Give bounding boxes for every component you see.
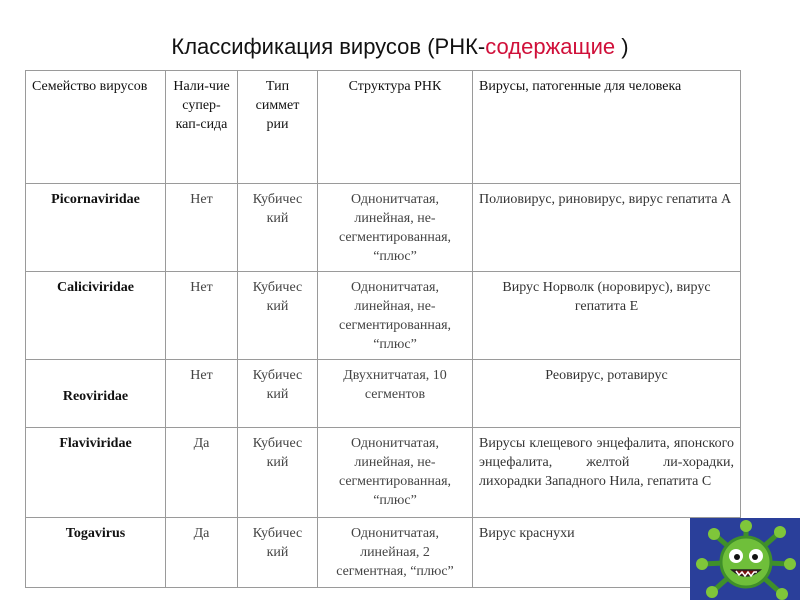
header-rna-structure: Структура РНК — [318, 71, 473, 184]
symmetry-cell: Кубичес кий — [238, 184, 318, 272]
supercapsid-cell: Нет — [166, 360, 238, 428]
supercapsid-cell: Нет — [166, 272, 238, 360]
pathogenic-viruses-cell: Реовирус, ротавирус — [473, 360, 741, 428]
rna-structure-cell: Однонитчатая, линейная, не-сегментированная, “плюс” — [318, 428, 473, 518]
page-title — [0, 34, 800, 60]
rna-structure-cell: Двухнитчатая, 10 сегментов — [318, 360, 473, 428]
rna-structure-cell: Однонитчатая, линейная, 2 сегментная, “плюс” — [318, 518, 473, 588]
supercapsid-cell: Нет — [166, 184, 238, 272]
table-row — [26, 518, 741, 588]
header-supercapsid: Нали-чие супер-кап-сида — [166, 71, 238, 184]
pathogenic-viruses-cell: Вирусы клещевого энцефалита, японского энцефалита, желтой ли-хорадки, лихорадки Западного Нила, гепатита С — [473, 428, 741, 518]
table-row — [26, 360, 741, 428]
table-row — [26, 184, 741, 272]
table-row — [26, 428, 741, 518]
rna-structure-cell: Однонитчатая, линейная, не-сегментированная, “плюс” — [318, 184, 473, 272]
family-cell: Picornaviridae — [26, 184, 166, 272]
family-cell: Flaviviridae — [26, 428, 166, 518]
symmetry-cell: Кубичес кий — [238, 272, 318, 360]
family-cell: Reoviridae — [26, 360, 166, 428]
symmetry-cell: Кубичес кий — [238, 428, 318, 518]
table-header-row — [26, 71, 741, 184]
green-virus-cartoon-icon — [690, 518, 800, 600]
family-cell: Caliciviridae — [26, 272, 166, 360]
supercapsid-cell: Да — [166, 428, 238, 518]
pathogenic-viruses-cell: Вирус Норволк (норовирус), вирус гепатита Е — [473, 272, 741, 360]
title-end: ) — [615, 34, 629, 59]
supercapsid-cell: Да — [166, 518, 238, 588]
family-cell: Togavirus — [26, 518, 166, 588]
title-highlight: содержащие — [485, 34, 616, 59]
symmetry-cell: Кубичес кий — [238, 360, 318, 428]
rna-structure-cell: Однонитчатая, линейная, не-сегментированная, “плюс” — [318, 272, 473, 360]
header-symmetry: Тип симмет рии — [238, 71, 318, 184]
virus-classification-table — [25, 70, 741, 588]
pathogenic-viruses-cell: Полиовирус, риновирус, вирус гепатита А — [473, 184, 741, 272]
header-pathogenic-viruses: Вирусы, патогенные для человека — [473, 71, 741, 184]
title-main: Классификация вирусов (РНК- — [171, 34, 486, 59]
table-row — [26, 272, 741, 360]
pathogenic-viruses-cell: Вирус краснухи — [473, 518, 741, 588]
symmetry-cell: Кубичес кий — [238, 518, 318, 588]
header-family: Семейство вирусов — [26, 71, 166, 184]
